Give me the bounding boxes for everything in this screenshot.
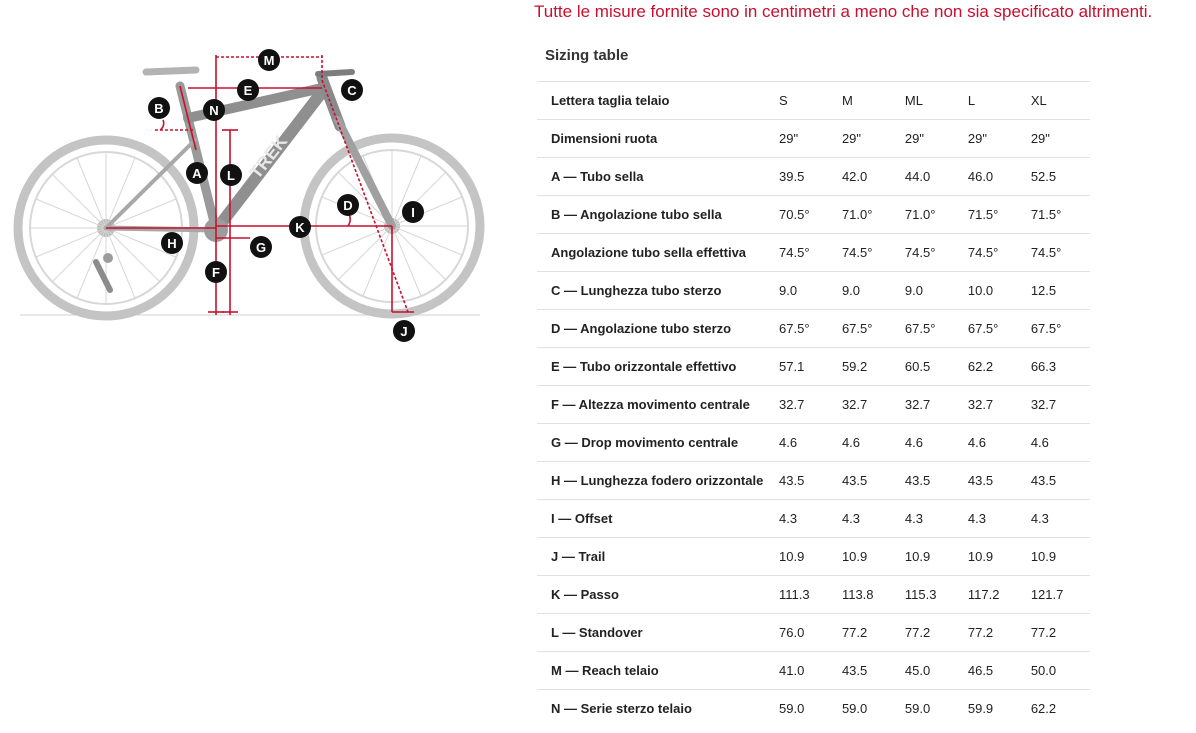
row-value: 43.5 [905, 462, 968, 500]
row-label: H — Lunghezza fodero orizzontale [537, 462, 779, 500]
row-value: 43.5 [842, 462, 905, 500]
row-value: 62.2 [1031, 690, 1090, 728]
row-value: 77.2 [905, 614, 968, 652]
row-value: 77.2 [968, 614, 1031, 652]
row-value: 29" [1031, 120, 1090, 158]
sizing-table-title: Sizing table [545, 47, 629, 64]
row-value: 71.0° [842, 196, 905, 234]
row-value: 42.0 [842, 158, 905, 196]
row-value: 4.6 [842, 424, 905, 462]
svg-text:D: D [343, 198, 353, 213]
row-label: A — Tubo sella [537, 158, 779, 196]
marker-A [186, 162, 208, 184]
table-row [537, 690, 1090, 728]
row-value: 50.0 [1031, 652, 1090, 690]
row-label: M — Reach telaio [537, 652, 779, 690]
row-value: 10.9 [968, 538, 1031, 576]
row-value: 10.9 [905, 538, 968, 576]
row-label: B — Angolazione tubo sella [537, 196, 779, 234]
row-value: 67.5° [968, 310, 1031, 348]
row-value: 71.5° [968, 196, 1031, 234]
row-value: 4.3 [779, 500, 842, 538]
row-value: 4.6 [779, 424, 842, 462]
row-value: 117.2 [968, 576, 1031, 614]
row-value: 59.2 [842, 348, 905, 386]
row-value: 113.8 [842, 576, 905, 614]
table-row [537, 158, 1090, 196]
row-label: D — Angolazione tubo sterzo [537, 310, 779, 348]
row-value: 77.2 [1031, 614, 1090, 652]
row-value: 66.3 [1031, 348, 1090, 386]
row-value: 9.0 [905, 272, 968, 310]
svg-text:H: H [167, 236, 177, 251]
sizing-table [537, 81, 1090, 727]
marker-K [289, 216, 311, 238]
table-row [537, 310, 1090, 348]
marker-F [205, 261, 227, 283]
svg-text:F: F [212, 265, 220, 280]
header-cell: ML [905, 82, 968, 120]
svg-text:G: G [255, 240, 267, 255]
table-row [537, 424, 1090, 462]
row-value: 4.3 [905, 500, 968, 538]
row-value: 29" [968, 120, 1031, 158]
marker-C [341, 79, 363, 101]
row-value: 74.5° [842, 234, 905, 272]
row-value: 44.0 [905, 158, 968, 196]
marker-B [148, 97, 170, 119]
row-value: 4.6 [1031, 424, 1090, 462]
row-value: 59.0 [905, 690, 968, 728]
table-row [537, 386, 1090, 424]
row-value: 74.5° [779, 234, 842, 272]
row-label: E — Tubo orizzontale effettivo [537, 348, 779, 386]
bike-geometry-diagram [0, 40, 500, 360]
row-label: J — Trail [537, 538, 779, 576]
row-value: 43.5 [1031, 462, 1090, 500]
row-value: 74.5° [968, 234, 1031, 272]
svg-text:E: E [243, 83, 253, 98]
row-value: 9.0 [842, 272, 905, 310]
row-label: F — Altezza movimento centrale [537, 386, 779, 424]
bike-frame [96, 70, 392, 290]
svg-text:J: J [400, 324, 408, 339]
table-row [537, 652, 1090, 690]
row-value: 46.0 [968, 158, 1031, 196]
table-row [537, 614, 1090, 652]
row-value: 43.5 [968, 462, 1031, 500]
svg-text:A: A [192, 166, 202, 181]
row-value: 77.2 [842, 614, 905, 652]
row-label: C — Lunghezza tubo sterzo [537, 272, 779, 310]
table-row [537, 120, 1090, 158]
table-row [537, 576, 1090, 614]
frame-logo: TREK [245, 131, 292, 183]
row-value: 74.5° [905, 234, 968, 272]
marker-L [220, 164, 242, 186]
row-value: 59.9 [968, 690, 1031, 728]
row-value: 111.3 [779, 576, 842, 614]
row-value: 10.0 [968, 272, 1031, 310]
marker-H [161, 232, 183, 254]
svg-text:N: N [209, 103, 219, 118]
row-value: 10.9 [842, 538, 905, 576]
row-value: 59.0 [779, 690, 842, 728]
table-row [537, 234, 1090, 272]
row-value: 4.3 [968, 500, 1031, 538]
svg-text:I: I [411, 205, 415, 220]
row-value: 43.5 [842, 652, 905, 690]
header-cell: Lettera taglia telaio [537, 82, 779, 120]
row-label: G — Drop movimento centrale [537, 424, 779, 462]
table-row [537, 272, 1090, 310]
row-label: L — Standover [537, 614, 779, 652]
row-value: 59.0 [842, 690, 905, 728]
marker-J [393, 320, 415, 342]
marker-E [237, 79, 259, 101]
row-value: 67.5° [1031, 310, 1090, 348]
row-value: 4.3 [842, 500, 905, 538]
row-value: 115.3 [905, 576, 968, 614]
row-value: 121.7 [1031, 576, 1090, 614]
table-row [537, 538, 1090, 576]
table-header-row [537, 82, 1090, 120]
row-value: 39.5 [779, 158, 842, 196]
row-value: 4.6 [968, 424, 1031, 462]
row-value: 12.5 [1031, 272, 1090, 310]
row-value: 52.5 [1031, 158, 1090, 196]
svg-text:C: C [347, 83, 357, 98]
row-value: 67.5° [779, 310, 842, 348]
row-label: I — Offset [537, 500, 779, 538]
row-value: 57.1 [779, 348, 842, 386]
row-value: 32.7 [905, 386, 968, 424]
row-value: 9.0 [779, 272, 842, 310]
row-value: 60.5 [905, 348, 968, 386]
row-value: 67.5° [842, 310, 905, 348]
row-value: 32.7 [779, 386, 842, 424]
table-row [537, 462, 1090, 500]
header-cell: L [968, 82, 1031, 120]
row-value: 74.5° [1031, 234, 1090, 272]
row-value: 67.5° [905, 310, 968, 348]
row-label: N — Serie sterzo telaio [537, 690, 779, 728]
row-value: 29" [905, 120, 968, 158]
row-value: 76.0 [779, 614, 842, 652]
table-row [537, 500, 1090, 538]
row-value: 10.9 [779, 538, 842, 576]
row-value: 62.2 [968, 348, 1031, 386]
row-value: 4.6 [905, 424, 968, 462]
row-value: 70.5° [779, 196, 842, 234]
row-value: 71.5° [1031, 196, 1090, 234]
svg-text:B: B [154, 101, 164, 116]
marker-M [258, 49, 280, 71]
header-cell: XL [1031, 82, 1090, 120]
table-row [537, 348, 1090, 386]
row-value: 41.0 [779, 652, 842, 690]
header-cell: S [779, 82, 842, 120]
marker-D [337, 194, 359, 216]
row-value: 29" [842, 120, 905, 158]
row-value: 45.0 [905, 652, 968, 690]
row-value: 32.7 [1031, 386, 1090, 424]
marker-G [250, 236, 272, 258]
table-row [537, 196, 1090, 234]
row-value: 29" [779, 120, 842, 158]
row-label: K — Passo [537, 576, 779, 614]
row-value: 32.7 [968, 386, 1031, 424]
svg-text:K: K [295, 220, 305, 235]
row-label: Dimensioni ruota [537, 120, 779, 158]
svg-text:L: L [227, 168, 235, 183]
marker-N [203, 99, 225, 121]
row-value: 32.7 [842, 386, 905, 424]
header-cell: M [842, 82, 905, 120]
row-value: 43.5 [779, 462, 842, 500]
row-value: 4.3 [1031, 500, 1090, 538]
row-value: 10.9 [1031, 538, 1090, 576]
units-notice: Tutte le misure fornite sono in centimetri a meno che non sia specificato altrimenti. [534, 2, 1153, 21]
row-value: 71.0° [905, 196, 968, 234]
svg-text:M: M [263, 53, 275, 68]
marker-I [402, 201, 424, 223]
row-label: Angolazione tubo sella effettiva [537, 234, 779, 272]
row-value: 46.5 [968, 652, 1031, 690]
